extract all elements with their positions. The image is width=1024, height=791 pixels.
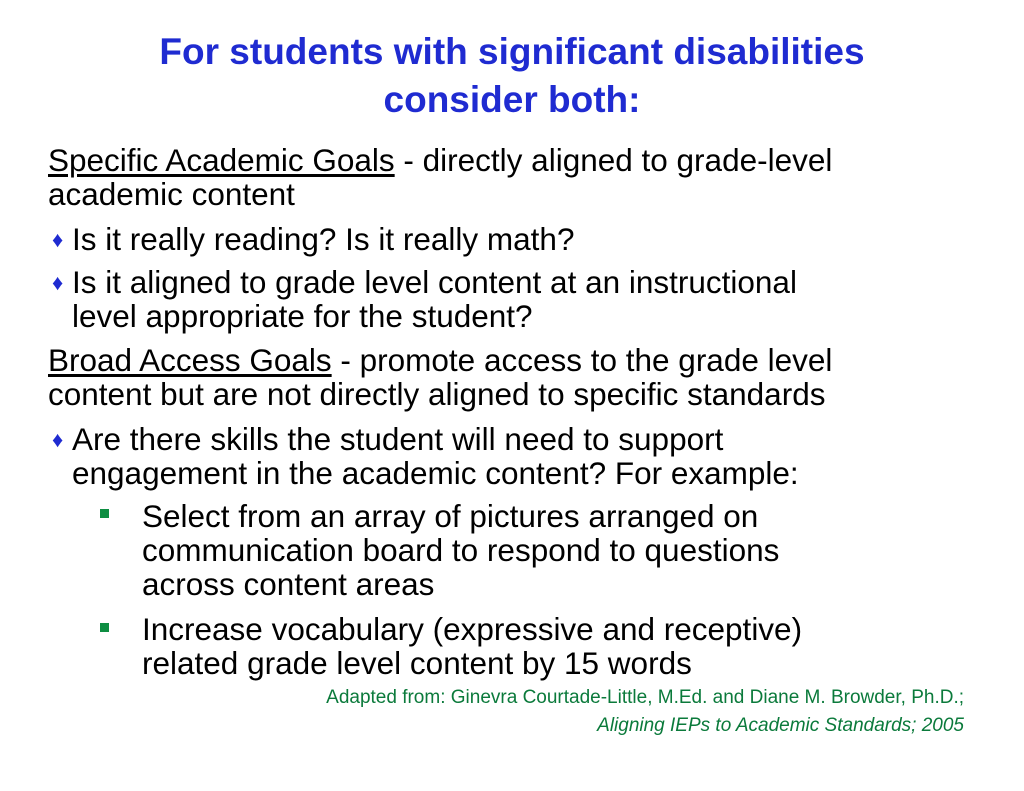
specific-goals-line-1: [48, 142, 832, 178]
diamond-icon: ♦: [52, 227, 64, 252]
specific-bullet-1-text: Is it really reading? Is it really math?: [72, 221, 575, 257]
broad-bullet-text-1: Are there skills the student will need to support: [72, 421, 724, 457]
specific-bullet-2-text-2: level appropriate for the student?: [72, 298, 533, 334]
attribution-line-1: Adapted from: Ginevra Courtade-Little, M.Ed. and Diane M. Browder, Ph.D.;: [326, 687, 964, 708]
broad-bullet-text-2: engagement in the academic content? For example:: [72, 455, 799, 491]
broad-goals-line-1: [48, 342, 832, 378]
attribution-line-2: Aligning IEPs to Academic Standards; 2005: [597, 715, 964, 736]
square-bullet-icon: [100, 623, 109, 632]
broad-goals-desc-2: content but are not directly aligned to specific standards: [48, 376, 826, 412]
example-1-line-2: communication board to respond to questions: [142, 532, 780, 568]
slide-title-line-2: consider both:: [383, 79, 641, 120]
specific-bullet-2-text-1: Is it aligned to grade level content at an instructional: [72, 264, 797, 300]
example-2-line-1: Increase vocabulary (expressive and receptive): [142, 611, 803, 647]
specific-goals-desc-1: - directly aligned to grade-level: [394, 142, 833, 178]
broad-goals-heading: Broad Access Goals: [48, 342, 332, 378]
square-bullet-icon: [100, 509, 109, 518]
diamond-icon: ♦: [52, 427, 64, 452]
specific-goals-heading: Specific Academic Goals: [48, 142, 395, 178]
diamond-icon: ♦: [52, 270, 64, 295]
specific-goals-desc-2: academic content: [48, 176, 295, 212]
specific-bullet-1: [52, 221, 574, 261]
slide-title-line-1: For students with significant disabilities: [159, 31, 865, 72]
example-1-line-3: across content areas: [142, 566, 435, 602]
broad-goals-desc-1: - promote access to the grade level: [331, 342, 833, 378]
example-2-line-2: related grade level content by 15 words: [142, 645, 692, 681]
example-1-line-1: Select from an array of pictures arranged on: [142, 498, 759, 534]
